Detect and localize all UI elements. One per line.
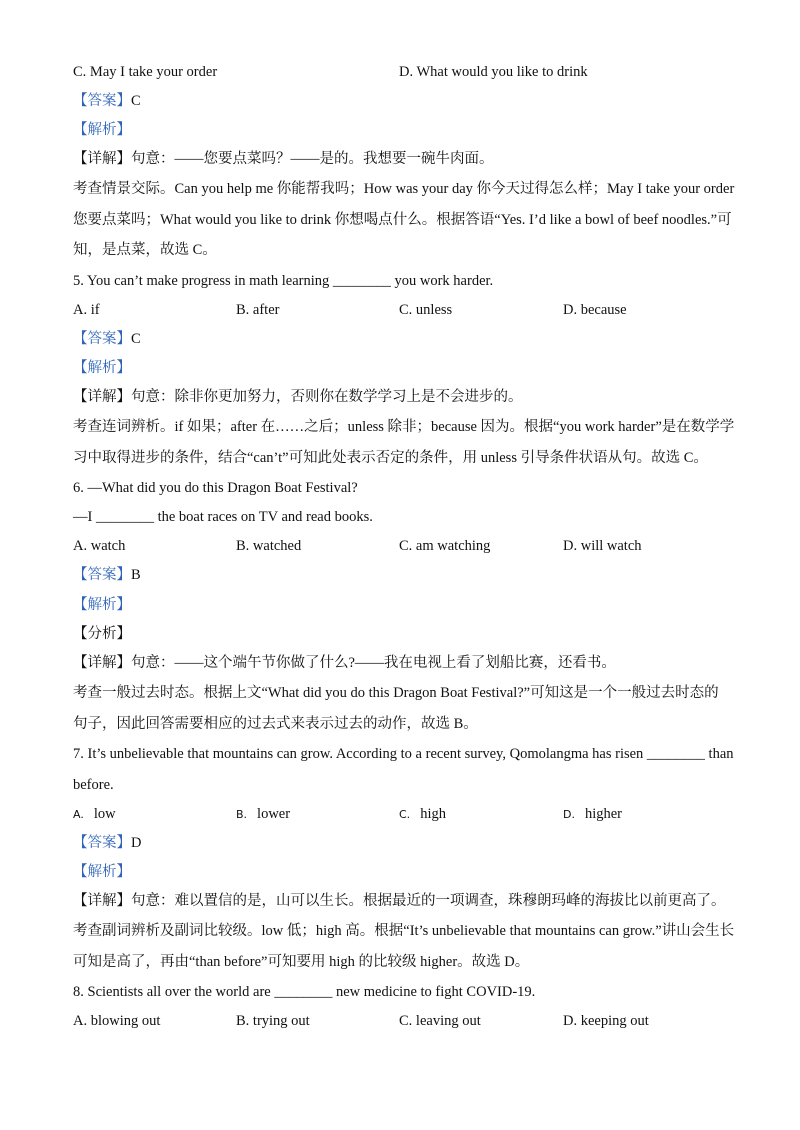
q6-option-c: C. am watching (399, 538, 491, 554)
q7-option-d (563, 804, 622, 825)
option-word: higher (584, 806, 623, 822)
q4-analysis-tag: 【解析】 (73, 122, 131, 138)
q6-detail-line: 句子，因此回答需要相应的过去式来表示过去的动作，故选 B。 (73, 716, 478, 732)
q7-stem-line2: before. (73, 777, 114, 793)
q7-answer-line (73, 833, 141, 853)
q5-option-b: B. after (236, 302, 280, 318)
q4-detail-line: 知，是点菜，故选 C。 (73, 242, 217, 258)
q7-option-c (399, 804, 446, 825)
q6-fenxi-tag: 【分析】 (73, 626, 131, 642)
q7-detail-line: 考查副词辨析及副词比较级。low 低；high 高。根据“It’s unbelievable that mountains can grow.”讲山会生长 (73, 923, 735, 939)
q5-detail-line: 习中取得进步的条件，结合“can’t”可知此处表示否定的条件，用 unless 引导条件状语从句。故选 C。 (73, 450, 708, 466)
option-letter: D. (563, 808, 575, 821)
q4-detail-line: 【详解】句意：——您要点菜吗？——是的。我想要一碗牛肉面。 (73, 151, 494, 167)
q7-option-a (73, 804, 116, 825)
q4-option-c: C. May I take your order (73, 64, 218, 80)
q5-detail-line: 考查连词辨析。if 如果；after 在……之后；unless 除非；because 因为。根据“you work harder”是在数学学 (73, 419, 735, 435)
q5-analysis-tag: 【解析】 (73, 360, 131, 376)
answer-tag: 【答案】 (73, 331, 131, 347)
answer-tag: 【答案】 (73, 835, 131, 851)
q7-analysis-tag: 【解析】 (73, 864, 131, 880)
q7-detail-line: 可知是高了，再由“than before”可知要用 high 的比较级 higher。故选 D。 (73, 954, 530, 970)
q5-option-c: C. unless (399, 302, 453, 318)
q4-answer-line (73, 91, 141, 111)
q6-option-a: A. watch (73, 538, 126, 554)
answer-tag: 【答案】 (73, 93, 131, 109)
q6-option-d: D. will watch (563, 538, 642, 554)
q5-option-a: A. if (73, 302, 100, 318)
q8-option-d: D. keeping out (563, 1013, 649, 1029)
q6-analysis-tag: 【解析】 (73, 597, 131, 613)
q8-option-a: A. blowing out (73, 1013, 161, 1029)
q6-option-b: B. watched (236, 538, 302, 554)
q7-option-b (236, 804, 290, 825)
q8-option-b: B. trying out (236, 1013, 310, 1029)
q8-stem: 8. Scientists all over the world are ________ new medicine to fight COVID-19. (73, 984, 536, 1000)
option-letter: B. (236, 808, 248, 821)
q8-option-c: C. leaving out (399, 1013, 481, 1029)
q5-answer: C (131, 331, 141, 347)
q5-answer-line (73, 329, 141, 349)
q6-answer: B (131, 567, 141, 583)
q6-stem-line1: 6. —What did you do this Dragon Boat Festival? (73, 480, 358, 496)
q6-stem-line2: —I ________ the boat races on TV and read books. (73, 509, 373, 525)
q4-detail-line: 考查情景交际。Can you help me 你能帮我吗；How was your day 你今天过得怎么样；May I take your order (73, 181, 735, 197)
q7-answer: D (131, 835, 142, 851)
q5-detail-line: 【详解】句意：除非你更加努力，否则你在数学学习上是不会进步的。 (73, 389, 523, 405)
option-word: high (420, 806, 446, 822)
q5-option-d: D. because (563, 302, 627, 318)
answer-tag: 【答案】 (73, 567, 131, 583)
option-word: lower (257, 806, 291, 822)
option-letter: C. (399, 808, 411, 821)
q4-option-d: D. What would you like to drink (399, 64, 588, 80)
option-word: low (93, 806, 116, 822)
q6-detail-line: 考查一般过去时态。根据上文“What did you do this Dragon Boat Festival?”可知这是一个一般过去时态的 (73, 685, 719, 701)
q6-detail-line: 【详解】句意：——这个端午节你做了什么?——我在电视上看了划船比赛，还看书。 (73, 655, 616, 671)
q7-stem-line1: 7. It’s unbelievable that mountains can grow. According to a recent survey, Qomolangma has risen ________ than (73, 746, 734, 762)
q4-detail-line: 您要点菜吗；What would you like to drink 你想喝点什么。根据答语“Yes. I’d like a bowl of beef noodles.”可 (73, 212, 732, 228)
q7-detail-line: 【详解】句意：难以置信的是，山可以生长。根据最近的一项调查，珠穆朗玛峰的海拔比以前更高了。 (73, 893, 726, 909)
q5-stem: 5. You can’t make progress in math learning ________ you work harder. (73, 273, 494, 289)
option-letter: A. (73, 808, 84, 821)
q6-answer-line (73, 565, 141, 585)
q4-answer: C (131, 93, 141, 109)
